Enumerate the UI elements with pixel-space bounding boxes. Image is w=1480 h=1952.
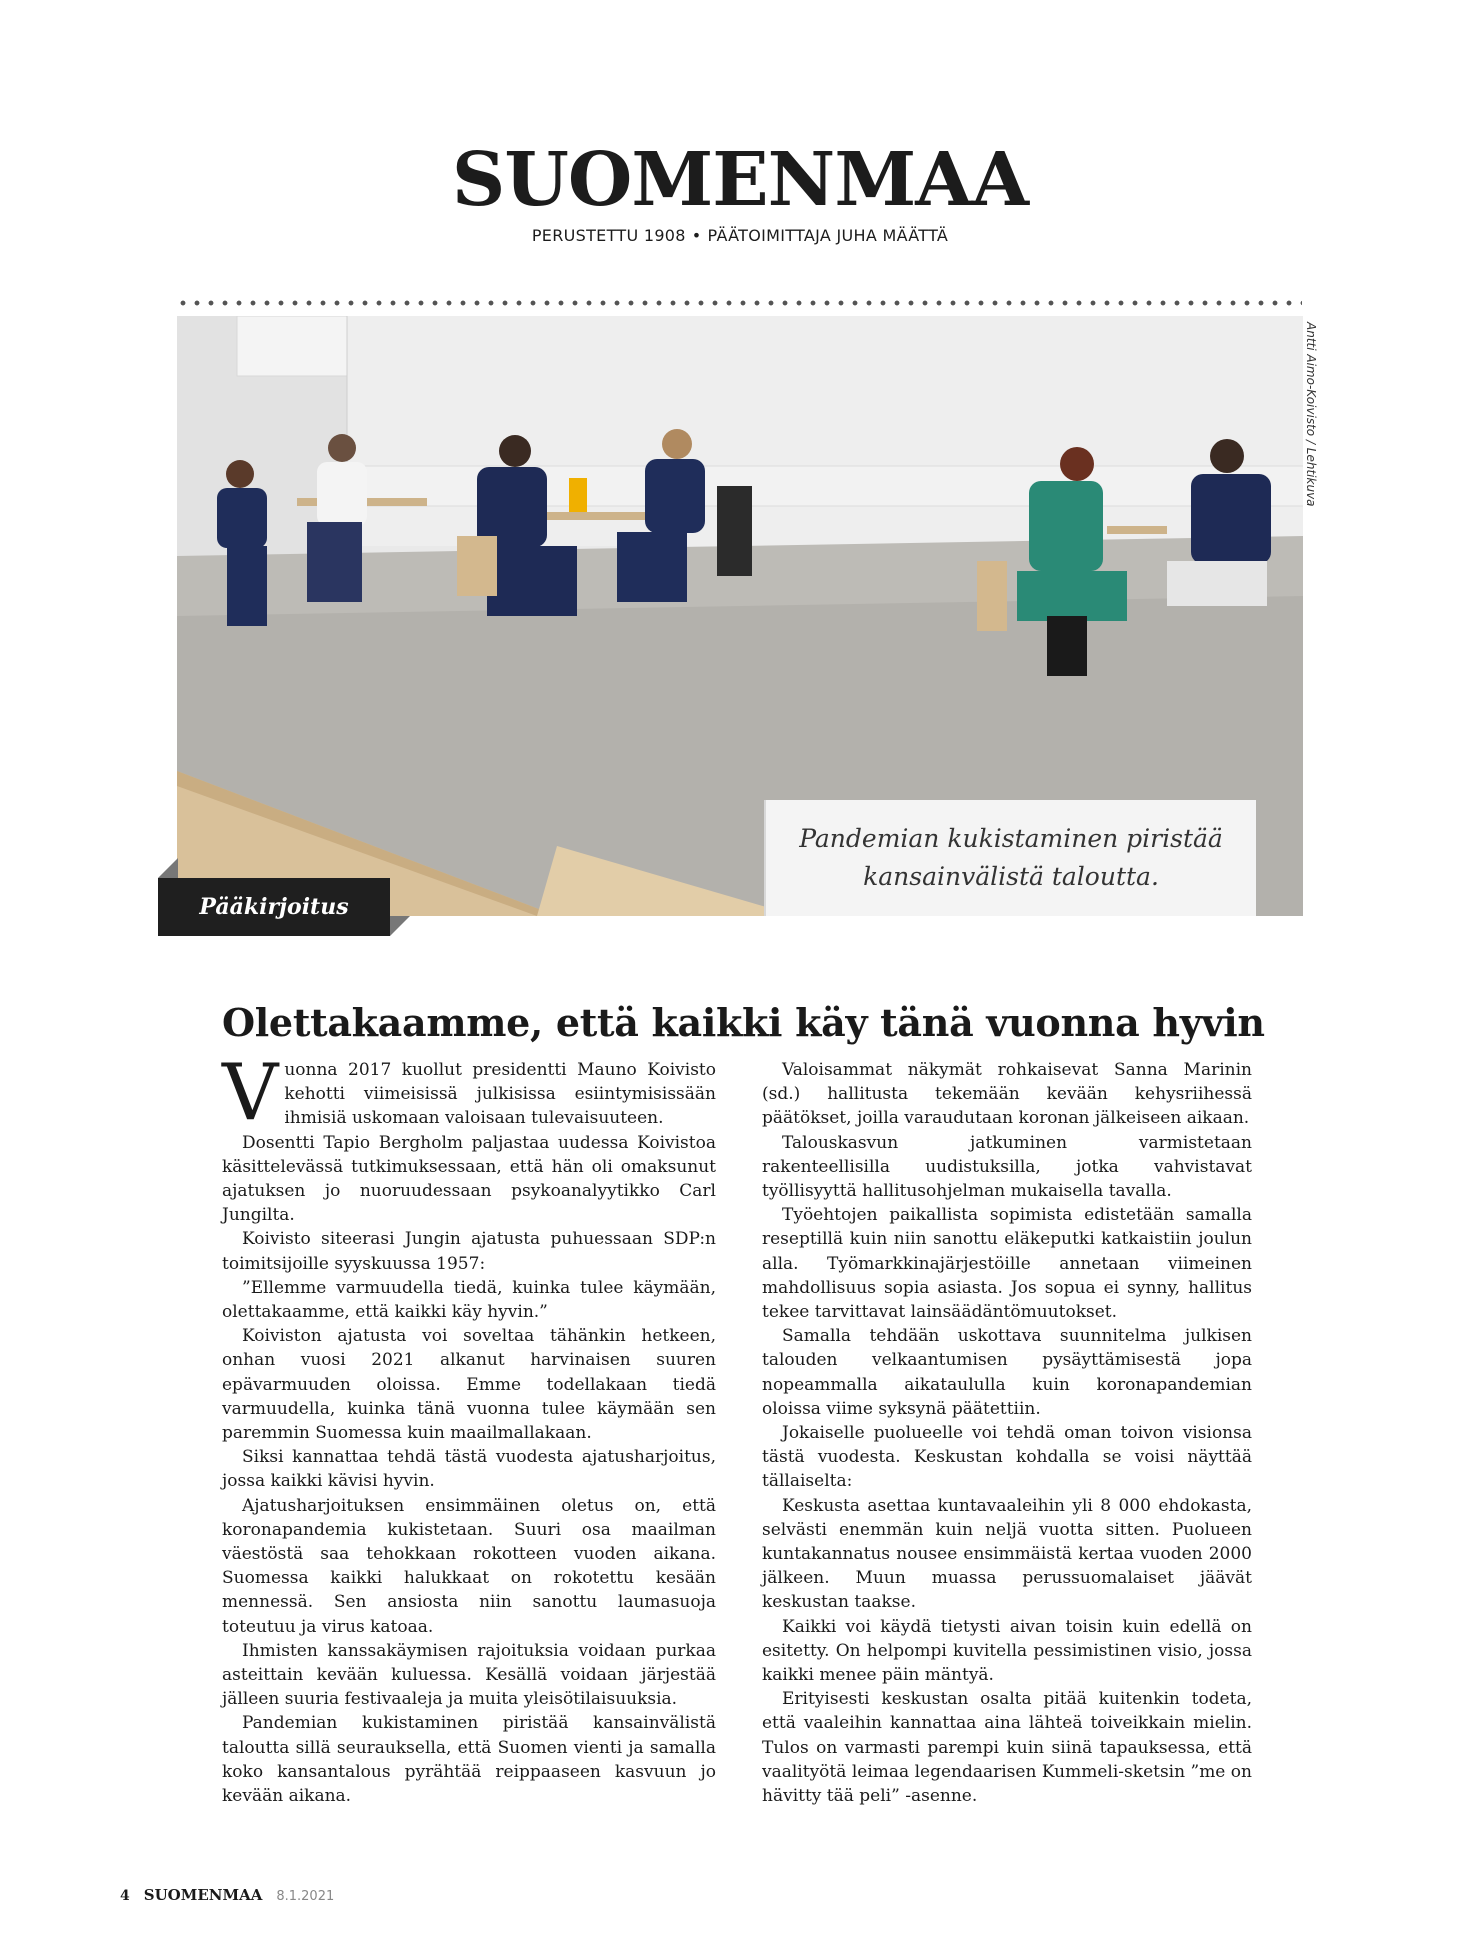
founded-text: PERUSTETTU 1908 [531, 226, 686, 245]
article-paragraph: Työehtojen paikallista sopimista edistetään samalla reseptillä kuin niin sanottu eläkeputki katkaistiin joulun alla. Työmarkkinajärjestöille annetaan viimeinen mahdollisuus sopia asiasta. Jos sopua ei synny, hallitus tekee tarvittavat lainsäädäntömuutokset. [762, 1205, 1252, 1323]
pull-quote-text: Pandemian kukistaminen piristää kansainvälistä taloutta. [799, 824, 1223, 891]
issue-date: 8.1.2021 [276, 1889, 335, 1904]
section-label: Pääkirjoitus [158, 878, 390, 936]
article-paragraph [222, 1048, 716, 1138]
article-paragraph: ”Ellemme varmuudella tiedä, kuinka tulee käymään, olettakaamme, että kaikki käy hyvin.” [222, 1277, 716, 1323]
pull-quote [764, 800, 1256, 916]
paragraph-text: uonna 2017 kuollut presidentti Mauno Koivisto kehotti viimeisissä julkisissa esiintymisissään ihmisiä uskomaan valoisaan tulevaisuuteen. [284, 1060, 716, 1129]
editor-text: PÄÄTOIMITTAJA JUHA MÄÄTTÄ [707, 226, 949, 245]
article-paragraph: Valoisammat näkymät rohkaisevat Sanna Marinin (sd.) hallitusta tekemään kevään kehysriihessä päätökset, joilla varaudutaan koronan jälkeiseen aikaan. [762, 1060, 1252, 1129]
article-paragraph: Samalla tehdään uskottava suunnitelma julkisen talouden velkaantumisen pysäyttämisestä jopa nopeammalla aikataululla kuin koronapandemian oloissa viime syksynä päätettiin. [762, 1326, 1252, 1419]
article-headline: Olettakaamme, että kaikki käy tänä vuonna hyvin [222, 1000, 1265, 1046]
masthead [0, 137, 1480, 245]
article-paragraph: Koiviston ajatusta voi soveltaa tähänkin hetkeen, onhan vuosi 2021 alkanut harvinaisen suuren epävarmuuden oloissa. Emme todellakaan tiedä varmuudella, kuinka tänä vuonna tulee käymään sen paremmin Suomessa kuin maailmallakaan. [222, 1326, 716, 1444]
page-footer [120, 1886, 334, 1904]
masthead-logo: SUOMENMAA [451, 137, 1029, 223]
article-paragraph: Talouskasvun jatkuminen varmistetaan rakenteellisilla uudistuksilla, jotka vahvistavat työllisyyttä hallitusohjelman mukaisella tavalla. [762, 1132, 1252, 1202]
article-paragraph: Ihmisten kanssakäymisen rajoituksia voidaan purkaa asteittain kevään kuluessa. Kesällä voidaan järjestää jälleen suuria festivaaleja ja muita yleisötilaisuuksia. [222, 1640, 716, 1710]
article-paragraph: Keskusta asettaa kuntavaaleihin yli 8 000 ehdokasta, selvästi enemmän kuin neljä vuotta sitten. Puolueen kuntakannatus nousee ensimmäistä kertaa vuoden 2000 jälkeen. Muun muassa perussuomalaiset jäävät keskustan taakse. [762, 1495, 1252, 1613]
dotted-divider [176, 300, 1302, 306]
section-tab-fold [158, 858, 178, 878]
photo-credit [1298, 322, 1328, 622]
article-paragraph: Kaikki voi käydä tietysti aivan toisin kuin edellä on esitetty. On helpompi kuvitella pessimistinen visio, jossa kaikki menee päin mäntyä. [762, 1616, 1252, 1686]
page-number: 4 [120, 1888, 130, 1904]
dropcap: V [222, 1048, 279, 1138]
footer-brand: SUOMENMAA [143, 1886, 263, 1904]
photo-credit-text: Antti Aimo-Koivisto / Lehtikuva [1304, 322, 1318, 507]
article-paragraph: Siksi kannattaa tehdä tästä vuodesta ajatusharjoitus, jossa kaikki kävisi hyvin. [222, 1447, 716, 1492]
masthead-tagline [0, 226, 1480, 245]
section-tab-fold [390, 916, 410, 936]
article-paragraph: Pandemian kukistaminen piristää kansainvälistä taloutta sillä seurauksella, että Suomen vienti ja samalla koko kansantalous pyrähtää reippaaseen kasvuun jo kevään aikana. [222, 1713, 716, 1807]
article-paragraph: Jokaiselle puolueelle voi tehdä oman toivon visionsa tästä vuodesta. Keskustan kohdalla se voisi näyttää tällaiselta: [762, 1423, 1252, 1492]
article-paragraph: Koivisto siteerasi Jungin ajatusta puhuessaan SDP:n toimitsijoille syyskuussa 1957: [222, 1229, 716, 1274]
article-paragraph: Dosentti Tapio Bergholm paljastaa uudessa Koivistoa käsittelevässä tutkimuksessaan, että hän oli omaksunut ajatuksen jo nuoruudessaan psykoanalyytikko Carl Jungilta. [222, 1132, 716, 1226]
article-paragraph: Erityisesti keskustan osalta pitää kuitenkin todeta, että vaaleihin kannattaa aina lähteä toiveikkain mielin. Tulos on varmasti parempi kuin siinä tapauksessa, että vaalityötä leimaa legendaarisen Kummeli-sketsin ”me on hävitty tää peli” -asenne. [762, 1689, 1252, 1807]
article-column-right [762, 1058, 1252, 1808]
separator-dot: • [691, 226, 702, 245]
article-paragraph: Ajatusharjoituksen ensimmäinen oletus on, että koronapandemia kukistetaan. Suuri osa maailman väestöstä saa tehokkaan rokotteen vuoden aikana. Suomessa kaikki halukkaat on rokotettu kesään mennessä. Sen ansiosta niin sanottu laumasuoja toteutuu ja virus katoaa. [222, 1495, 716, 1637]
article-column-left [222, 1048, 716, 1808]
